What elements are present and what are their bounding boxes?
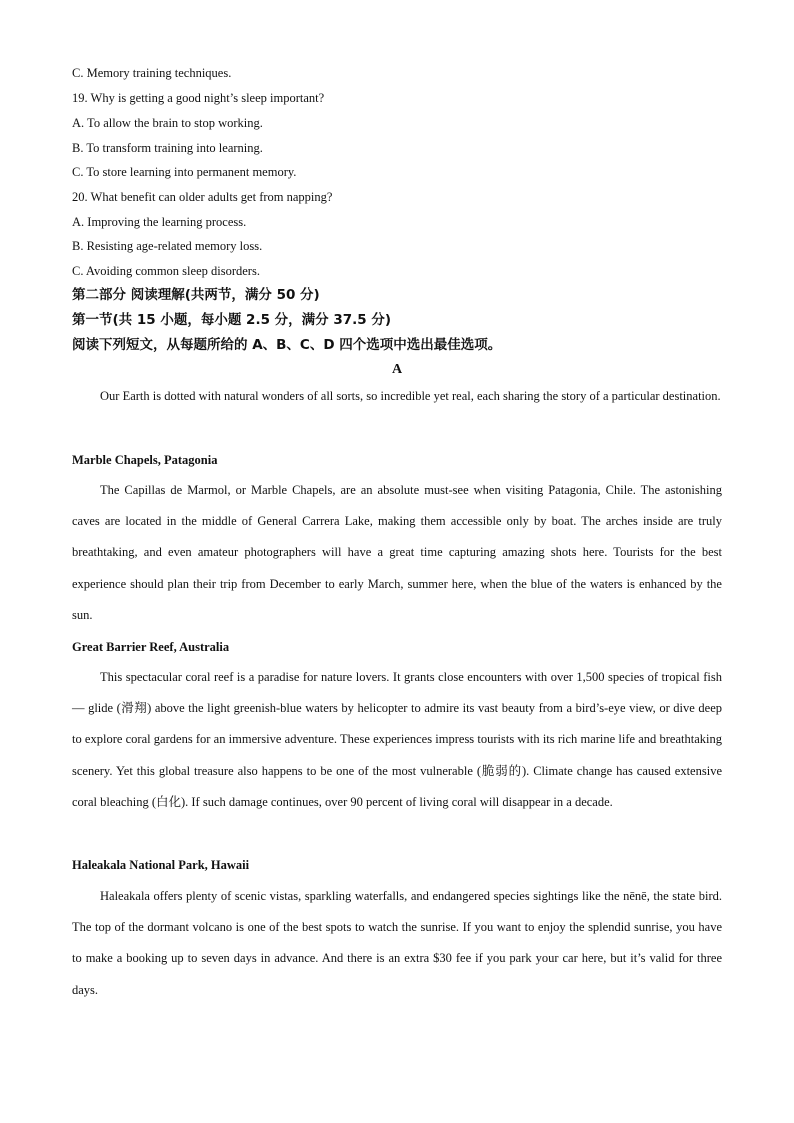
- place-text-haleakala: Haleakala offers plenty of scenic vistas, sparkling waterfalls, and endangered species sightings like the nēnē, the state bird. The top of the dormant volcano is one of the best spots to watch the sunrise. If you want to enjoy the splendid sunrise, you have to make a booking up to seven days in advance. And there is an extra $30 fee if you park your car here, but it’s valid for three days.: [72, 889, 722, 997]
- q20-option-b: B. Resisting age-related memory loss.: [72, 239, 263, 253]
- instruction: 阅读下列短文，从每题所给的 A、B、C、D 四个选项中选出最佳选项。: [72, 337, 502, 353]
- subsection-heading: 第一节(共 15 小题，每小题 2.5 分，满分 37.5 分): [72, 312, 392, 328]
- q19-option-b: B. To transform training into learning.: [72, 141, 263, 155]
- q20-option-a: A. Improving the learning process.: [72, 215, 247, 229]
- passage-label: A: [391, 362, 403, 377]
- q19-option-c: C. To store learning into permanent memory.: [72, 165, 297, 179]
- q18-option-c: C. Memory training techniques.: [72, 66, 232, 80]
- place-title-great-barrier-reef: Great Barrier Reef, Australia: [72, 640, 230, 654]
- part-heading: 第二部分 阅读理解(共两节，满分 50 分): [72, 287, 320, 303]
- place-title-marble-chapels: Marble Chapels, Patagonia: [72, 453, 218, 467]
- place-text-great-barrier-reef: This spectacular coral reef is a paradise for nature lovers. It grants close encounters with over 1,500 species of tropical fish — glide (滑翔) above the light greenish-blue waters by helicopter to admire its vast beauty from a bird’s-eye view, or dive deep to explore coral gardens for an immersive adventure. These experiences impress tourists with its rich marine life and breathtaking scenery. Yet this global treasure also happens to be one of the most vulnerable (脆弱的). Climate change has caused extensive coral bleaching (白化). If such damage continues, over 90 percent of living coral will disappear in a decade.: [72, 670, 722, 809]
- passage-intro: Our Earth is dotted with natural wonders of all sorts, so incredible yet real, each sharing the story of a particular destination.: [100, 389, 721, 403]
- q19-option-a: A. To allow the brain to stop working.: [72, 116, 263, 130]
- place-text-marble-chapels: The Capillas de Marmol, or Marble Chapels, are an absolute must-see when visiting Patagonia, Chile. The astonishing caves are located in the middle of General Carrera Lake, making them accessible only by boat. The arches inside are truly breathtaking, and even amateur photographers will have a great time capturing amazing shots here. Tourists for the best experience should plan their trip from December to early March, summer here, when the blue of the waters is enhanced by the sun.: [72, 483, 722, 622]
- q20-option-c: C. Avoiding common sleep disorders.: [72, 264, 260, 278]
- place-title-haleakala: Haleakala National Park, Hawaii: [72, 858, 250, 872]
- q20-question: 20. What benefit can older adults get from napping?: [72, 190, 333, 204]
- q19-question: 19. Why is getting a good night’s sleep important?: [72, 91, 325, 105]
